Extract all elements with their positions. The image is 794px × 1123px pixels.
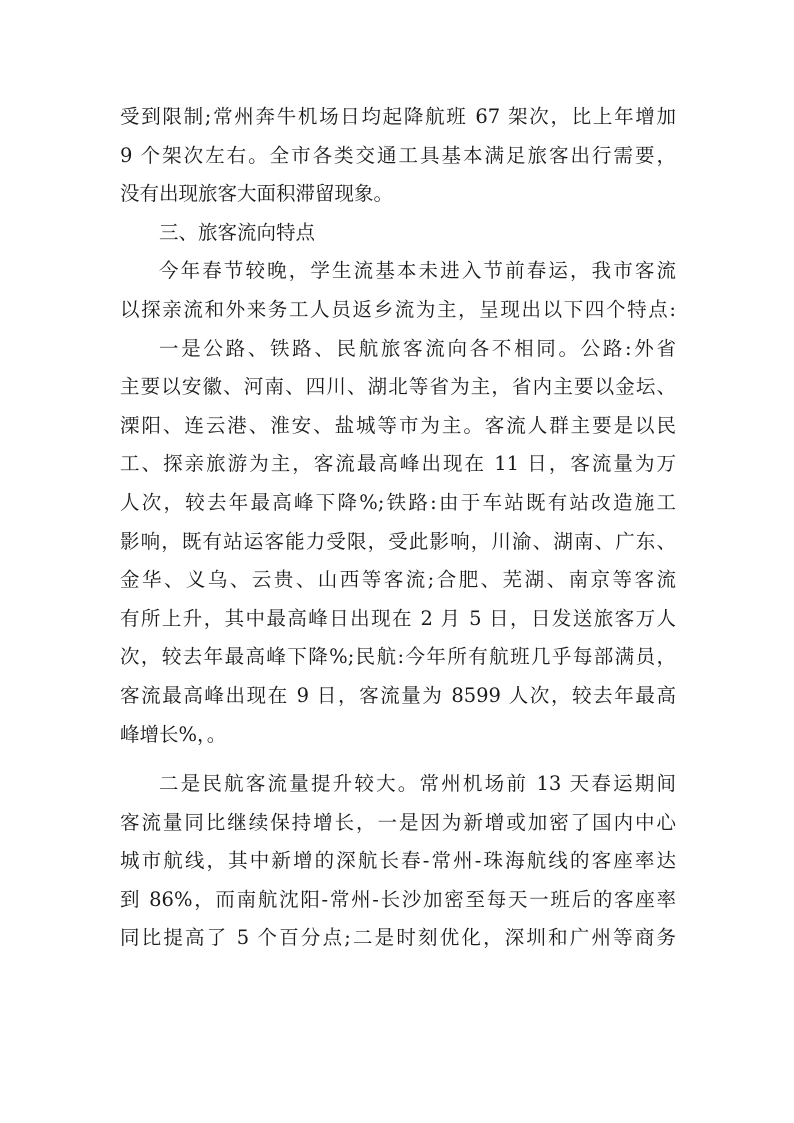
text-line: 城市航线，其中新增的深航长春-常州-珠海航线的客座率达: [120, 849, 676, 873]
text-line: 没有出现旅客大面积滞留现象。: [120, 182, 394, 206]
text-line: 溧阳、连云港、淮安、盐城等市为主。客流人群主要是以民: [120, 413, 676, 437]
document-body: [120, 98, 676, 958]
text-line: 影响，既有站运客能力受限，受此影响，川渝、湖南、广东、: [120, 529, 676, 553]
text-line: 有所上升，其中最高峰日出现在 2 月 5 日，日发送旅客万人: [120, 606, 676, 630]
text-line: 到 86%，而南航沈阳-常州-长沙加密至每天一班后的客座率: [120, 887, 676, 911]
text-line: 今年春节较晚，学生流基本未进入节前春运，我市客流: [159, 259, 676, 283]
text-line: 9 个架次左右。全市各类交通工具基本满足旅客出行需要，: [120, 143, 676, 167]
text-line: 以探亲流和外来务工人员返乡流为主，呈现出以下四个特点:: [120, 297, 676, 321]
text-line: 工、探亲旅游为主，客流最高峰出现在 11 日，客流量为万: [120, 452, 676, 476]
text-line: 人次，较去年最高峰下降%;铁路:由于车站既有站改造施工: [120, 490, 676, 514]
text-line: 客流最高峰出现在 9 日，客流量为 8599 人次，较去年最高: [120, 683, 676, 707]
text-line: 主要以安徽、河南、四川、湖北等省为主，省内主要以金坛、: [120, 375, 676, 399]
section-heading: 三、旅客流向特点: [159, 220, 316, 244]
text-line: 二是民航客流量提升较大。常州机场前 13 天春运期间: [159, 772, 676, 796]
text-line: 受到限制;常州奔牛机场日均起降航班 67 架次，比上年增加: [120, 105, 676, 128]
text-line: 一是公路、铁路、民航旅客流向各不相同。公路:外省: [159, 336, 676, 360]
text-line: 客流量同比继续保持增长，一是因为新增或加密了国内中心: [120, 810, 676, 834]
text-line: 同比提高了 5 个百分点;二是时刻优化，深圳和广州等商务: [120, 926, 676, 950]
text-line: 次，较去年最高峰下降%;民航:今年所有航班几乎每部满员，: [120, 645, 676, 669]
text-line: 峰增长%，。: [120, 722, 227, 746]
text-line: 金华、义乌、云贵、山西等客流;合肥、芜湖、南京等客流: [120, 568, 676, 592]
paragraph-gap: [120, 754, 676, 765]
